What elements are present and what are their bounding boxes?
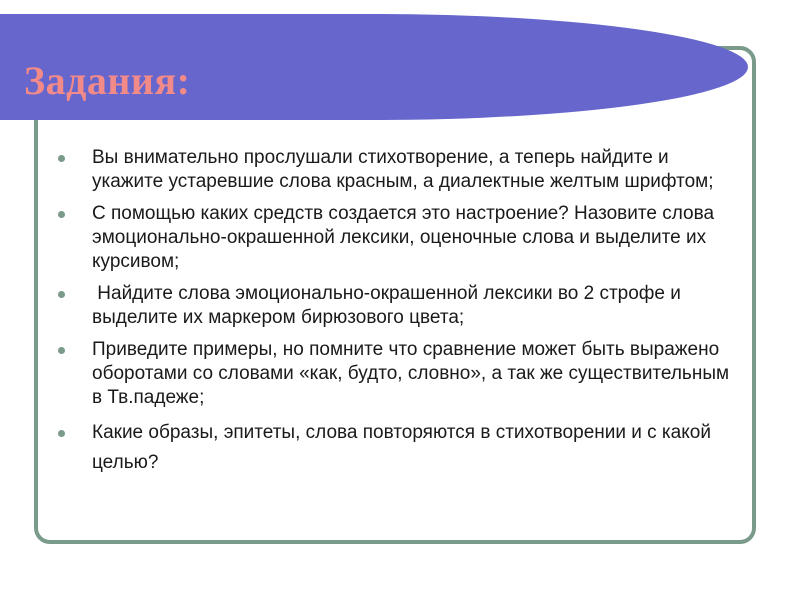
bullet-text: Какие образы, эпитеты, слова повторяются в стихотворении и с какой целью? <box>92 422 711 473</box>
list-item <box>54 202 744 274</box>
bullet-list <box>54 146 744 486</box>
bullet-text: Найдите слова эмоционально-окрашенной лексики во 2 строфе и выделите их маркером бирюзового цвета; <box>92 283 687 328</box>
title-banner <box>0 14 748 120</box>
bullet-icon <box>58 291 65 298</box>
bullet-icon <box>58 155 65 162</box>
list-item <box>54 338 744 410</box>
list-item <box>54 146 744 194</box>
bullet-text: Приведите примеры, но помните что сравнение может быть выражено оборотами со словами «как, будто, словно», а так же существительным в Тв.падеже; <box>92 339 730 408</box>
list-item <box>54 418 744 478</box>
list-item <box>54 282 744 330</box>
slide-title: Задания: <box>24 58 191 103</box>
bullet-text: Вы внимательно прослушали стихотворение, а теперь найдите и укажите устаревшие слова красным, а диалектные желтым шрифтом; <box>92 147 714 192</box>
bullet-icon <box>58 430 65 437</box>
bullet-icon <box>58 211 65 218</box>
bullet-text: С помощью каких средств создается это настроение? Назовите слова эмоционально-окрашенной лексики, оценочные слова и выделите их курсивом; <box>92 203 715 272</box>
bullet-icon <box>58 347 65 354</box>
